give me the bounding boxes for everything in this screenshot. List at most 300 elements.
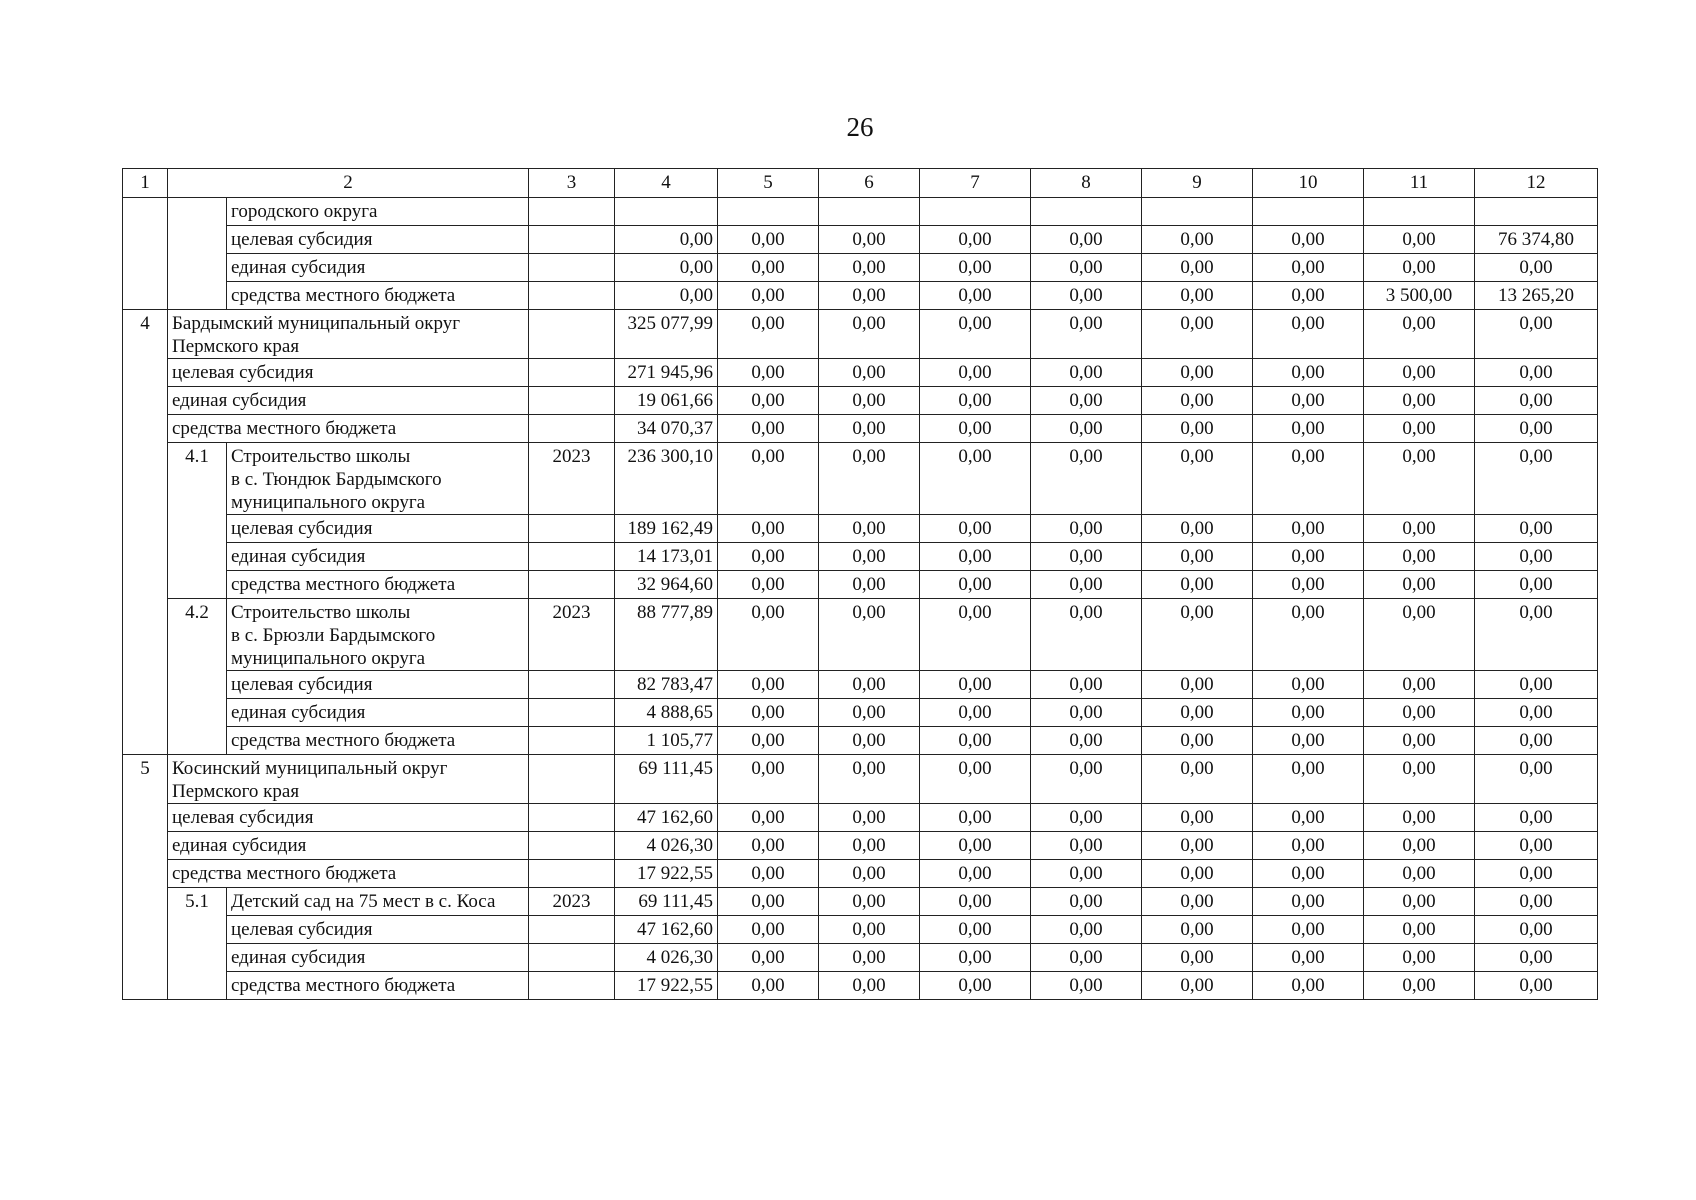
value-cell [1253,198,1364,226]
table-row [123,310,1598,359]
value-cell: 0,00 [819,515,920,543]
row-number [123,226,168,254]
value-cell [1142,198,1253,226]
column-header-7: 7 [920,169,1031,198]
value-cell: 0,00 [819,254,920,282]
row-number [123,944,168,972]
value-cell: 0,00 [1031,571,1142,599]
value-cell: 0,00 [1253,916,1364,944]
row-number [123,599,168,671]
column-header-4: 4 [615,169,718,198]
value-cell: 0,00 [1142,860,1253,888]
column-header-11: 11 [1364,169,1475,198]
row-label: целевая субсидия [227,916,529,944]
year-cell [529,198,615,226]
value-cell: 0,00 [1475,755,1598,804]
value-cell: 0,00 [1475,599,1598,671]
year-cell [529,944,615,972]
value-cell: 0,00 [1475,415,1598,443]
value-cell: 0,00 [1142,671,1253,699]
year-cell [529,972,615,1000]
value-cell: 0,00 [1031,443,1142,515]
value-cell: 0,00 [1253,599,1364,671]
year-cell [529,515,615,543]
column-header-6: 6 [819,169,920,198]
year-cell [529,226,615,254]
value-cell: 0,00 [819,727,920,755]
year-cell: 2023 [529,599,615,671]
value-cell: 3 500,00 [1364,282,1475,310]
value-cell [1031,198,1142,226]
value-cell: 0,00 [1364,755,1475,804]
year-cell [529,727,615,755]
value-cell: 0,00 [920,310,1031,359]
value-cell: 0,00 [920,282,1031,310]
value-cell: 76 374,80 [1475,226,1598,254]
table-row [123,860,1598,888]
value-cell: 0,00 [718,515,819,543]
value-cell: 0,00 [819,359,920,387]
value-cell: 0,00 [1364,599,1475,671]
value-cell: 0,00 [718,543,819,571]
year-cell [529,254,615,282]
year-cell [529,387,615,415]
value-cell: 0,00 [718,860,819,888]
value-cell: 0,00 [1364,860,1475,888]
table-row [123,972,1598,1000]
row-label: Строительство школы в с. Тюндюк Бардымского муниципального округа [227,443,529,515]
value-cell: 0,00 [718,443,819,515]
value-cell: 0,00 [920,359,1031,387]
value-cell: 0,00 [819,804,920,832]
sub-number [168,543,227,571]
value-cell: 0,00 [1142,226,1253,254]
column-header-2: 2 [168,169,529,198]
table-row [123,387,1598,415]
value-cell: 0,00 [1253,755,1364,804]
value-cell: 0,00 [920,254,1031,282]
year-cell [529,415,615,443]
value-cell [1475,198,1598,226]
value-cell: 0,00 [819,916,920,944]
value-cell: 0,00 [1253,359,1364,387]
sub-number [168,699,227,727]
value-cell: 0,00 [920,916,1031,944]
value-cell: 0,00 [1475,543,1598,571]
value-cell: 0,00 [1475,359,1598,387]
value-cell: 189 162,49 [615,515,718,543]
value-cell: 0,00 [718,972,819,1000]
value-cell: 0,00 [1253,543,1364,571]
value-cell: 0,00 [920,860,1031,888]
row-label: Детский сад на 75 мест в с. Коса [227,888,529,916]
value-cell: 0,00 [1364,543,1475,571]
value-cell: 325 077,99 [615,310,718,359]
row-number [123,727,168,755]
table-row [123,727,1598,755]
sub-number: 4.1 [168,443,227,515]
year-cell [529,543,615,571]
table-row [123,254,1598,282]
value-cell: 0,00 [1031,226,1142,254]
row-label: средства местного бюджета [227,282,529,310]
value-cell: 13 265,20 [1475,282,1598,310]
sub-number: 5.1 [168,888,227,916]
value-cell: 0,00 [1031,359,1142,387]
value-cell [819,198,920,226]
value-cell: 0,00 [1031,387,1142,415]
value-cell: 0,00 [1364,804,1475,832]
sub-number [168,671,227,699]
value-cell: 0,00 [819,671,920,699]
value-cell: 0,00 [1253,860,1364,888]
row-number [123,571,168,599]
value-cell: 0,00 [1364,443,1475,515]
value-cell: 47 162,60 [615,804,718,832]
column-header-3: 3 [529,169,615,198]
value-cell: 0,00 [819,860,920,888]
value-cell: 0,00 [819,888,920,916]
value-cell: 0,00 [1031,699,1142,727]
value-cell: 0,00 [1031,916,1142,944]
row-label: единая субсидия [227,543,529,571]
row-number: 4 [123,310,168,359]
value-cell: 0,00 [1475,944,1598,972]
value-cell: 236 300,10 [615,443,718,515]
value-cell: 0,00 [1031,860,1142,888]
value-cell: 0,00 [1142,832,1253,860]
value-cell: 0,00 [819,310,920,359]
value-cell: 0,00 [1142,387,1253,415]
row-number [123,916,168,944]
value-cell: 0,00 [1364,226,1475,254]
value-cell: 0,00 [1031,254,1142,282]
value-cell: 0,00 [920,804,1031,832]
table-row [123,198,1598,226]
column-header-1: 1 [123,169,168,198]
row-label: единая субсидия [227,699,529,727]
value-cell: 4 026,30 [615,944,718,972]
sub-number [168,515,227,543]
table-row [123,282,1598,310]
value-cell: 0,00 [1253,888,1364,916]
value-cell: 0,00 [819,699,920,727]
value-cell: 0,00 [1142,543,1253,571]
value-cell: 32 964,60 [615,571,718,599]
value-cell: 0,00 [920,571,1031,599]
year-cell [529,671,615,699]
value-cell: 0,00 [920,387,1031,415]
value-cell: 0,00 [819,543,920,571]
row-label: средства местного бюджета [227,571,529,599]
value-cell: 0,00 [819,387,920,415]
row-number: 5 [123,755,168,804]
value-cell: 0,00 [1142,727,1253,755]
value-cell: 0,00 [819,599,920,671]
value-cell: 0,00 [1142,443,1253,515]
row-number [123,387,168,415]
row-label: целевая субсидия [168,359,529,387]
row-label: единая субсидия [227,254,529,282]
value-cell: 0,00 [1142,804,1253,832]
value-cell: 0,00 [1142,515,1253,543]
row-number [123,671,168,699]
value-cell: 0,00 [1031,727,1142,755]
value-cell: 34 070,37 [615,415,718,443]
table-row [123,415,1598,443]
value-cell: 0,00 [920,415,1031,443]
column-header-12: 12 [1475,169,1598,198]
value-cell: 0,00 [1253,832,1364,860]
value-cell: 0,00 [1475,699,1598,727]
value-cell: 0,00 [1142,888,1253,916]
row-label: Строительство школы в с. Брюзли Бардымского муниципального округа [227,599,529,671]
value-cell: 0,00 [1142,359,1253,387]
row-number [123,888,168,916]
value-cell: 0,00 [1253,699,1364,727]
year-cell: 2023 [529,443,615,515]
value-cell: 0,00 [1253,571,1364,599]
value-cell: 17 922,55 [615,972,718,1000]
value-cell: 69 111,45 [615,755,718,804]
value-cell: 0,00 [1142,944,1253,972]
value-cell: 0,00 [1253,282,1364,310]
year-cell [529,282,615,310]
value-cell: 0,00 [1253,804,1364,832]
value-cell: 0,00 [1475,888,1598,916]
row-label: целевая субсидия [168,804,529,832]
column-header-5: 5 [718,169,819,198]
table-row [123,888,1598,916]
year-cell [529,832,615,860]
value-cell: 0,00 [1364,571,1475,599]
value-cell: 0,00 [920,727,1031,755]
sub-number [168,972,227,1000]
column-header-9: 9 [1142,169,1253,198]
value-cell: 0,00 [1364,515,1475,543]
value-cell: 0,00 [819,282,920,310]
value-cell: 0,00 [920,699,1031,727]
value-cell: 4 026,30 [615,832,718,860]
row-number [123,515,168,543]
row-number [123,198,168,226]
value-cell: 0,00 [920,515,1031,543]
value-cell: 0,00 [920,543,1031,571]
row-label: Косинский муниципальный округ Пермского края [168,755,529,804]
value-cell: 1 105,77 [615,727,718,755]
value-cell: 0,00 [1031,599,1142,671]
value-cell: 0,00 [920,972,1031,1000]
value-cell: 0,00 [1031,972,1142,1000]
value-cell: 0,00 [1142,254,1253,282]
value-cell: 0,00 [1031,832,1142,860]
value-cell: 0,00 [1364,727,1475,755]
value-cell [920,198,1031,226]
value-cell: 0,00 [1142,755,1253,804]
table-row [123,916,1598,944]
value-cell: 0,00 [1364,832,1475,860]
page-number: 26 [846,112,874,142]
year-cell [529,916,615,944]
value-cell: 0,00 [1031,415,1142,443]
value-cell: 19 061,66 [615,387,718,415]
value-cell: 0,00 [1142,972,1253,1000]
value-cell: 0,00 [1031,944,1142,972]
row-label: городского округа [227,198,529,226]
value-cell: 0,00 [718,944,819,972]
sub-number [168,254,227,282]
value-cell: 0,00 [1142,282,1253,310]
value-cell: 0,00 [1142,916,1253,944]
value-cell: 0,00 [1031,755,1142,804]
value-cell: 4 888,65 [615,699,718,727]
value-cell: 0,00 [615,254,718,282]
value-cell: 0,00 [1031,543,1142,571]
value-cell: 0,00 [1475,671,1598,699]
value-cell: 0,00 [1253,443,1364,515]
row-number [123,443,168,515]
value-cell: 0,00 [615,282,718,310]
year-cell [529,359,615,387]
sub-number [168,226,227,254]
value-cell: 0,00 [920,832,1031,860]
value-cell: 0,00 [1142,415,1253,443]
value-cell: 0,00 [718,804,819,832]
value-cell: 0,00 [920,443,1031,515]
value-cell: 0,00 [1253,387,1364,415]
value-cell: 0,00 [1253,972,1364,1000]
sub-number [168,727,227,755]
value-cell: 0,00 [718,359,819,387]
table-row [123,443,1598,515]
row-number [123,832,168,860]
table-row [123,515,1598,543]
row-label: единая субсидия [168,387,529,415]
row-number [123,804,168,832]
value-cell: 0,00 [1475,832,1598,860]
value-cell: 0,00 [718,671,819,699]
sub-number [168,944,227,972]
value-cell: 0,00 [1031,671,1142,699]
table-header-row [123,169,1598,198]
value-cell: 0,00 [1364,387,1475,415]
value-cell: 0,00 [1475,515,1598,543]
value-cell: 0,00 [718,226,819,254]
row-number [123,543,168,571]
table-row [123,804,1598,832]
value-cell [615,198,718,226]
value-cell: 0,00 [718,310,819,359]
value-cell: 0,00 [1475,443,1598,515]
value-cell: 0,00 [1364,944,1475,972]
value-cell: 0,00 [1475,727,1598,755]
value-cell: 0,00 [920,888,1031,916]
value-cell [718,198,819,226]
value-cell: 0,00 [1253,515,1364,543]
value-cell: 0,00 [1364,888,1475,916]
value-cell: 0,00 [718,832,819,860]
row-label: единая субсидия [168,832,529,860]
value-cell: 0,00 [1475,972,1598,1000]
value-cell: 271 945,96 [615,359,718,387]
value-cell: 0,00 [1031,282,1142,310]
value-cell: 0,00 [819,832,920,860]
value-cell: 0,00 [1031,804,1142,832]
value-cell: 0,00 [1475,916,1598,944]
value-cell: 47 162,60 [615,916,718,944]
value-cell: 0,00 [1253,254,1364,282]
value-cell: 0,00 [819,415,920,443]
value-cell: 0,00 [1475,254,1598,282]
year-cell [529,860,615,888]
value-cell: 0,00 [718,254,819,282]
table-row [123,944,1598,972]
row-number [123,699,168,727]
value-cell: 0,00 [718,916,819,944]
budget-table [122,168,1598,1000]
value-cell: 0,00 [819,226,920,254]
value-cell [1364,198,1475,226]
value-cell: 0,00 [718,727,819,755]
row-label: целевая субсидия [227,226,529,254]
value-cell: 0,00 [1253,310,1364,359]
year-cell [529,699,615,727]
value-cell: 0,00 [1253,226,1364,254]
column-header-10: 10 [1253,169,1364,198]
value-cell: 0,00 [718,282,819,310]
value-cell: 0,00 [1475,860,1598,888]
table-row [123,543,1598,571]
table-row [123,359,1598,387]
row-label: Бардымский муниципальный округ Пермского края [168,310,529,359]
row-label: средства местного бюджета [227,972,529,1000]
table-row [123,755,1598,804]
value-cell: 0,00 [1475,571,1598,599]
table-row [123,699,1598,727]
row-label: средства местного бюджета [168,415,529,443]
sub-number [168,571,227,599]
value-cell: 0,00 [819,972,920,1000]
table-row [123,226,1598,254]
table-row [123,599,1598,671]
value-cell: 0,00 [718,699,819,727]
value-cell: 0,00 [718,387,819,415]
row-number [123,415,168,443]
value-cell: 0,00 [718,888,819,916]
row-number [123,860,168,888]
row-label: средства местного бюджета [227,727,529,755]
value-cell: 0,00 [1364,254,1475,282]
table-row [123,671,1598,699]
year-cell [529,804,615,832]
year-cell: 2023 [529,888,615,916]
value-cell: 0,00 [1364,972,1475,1000]
table-row [123,571,1598,599]
value-cell: 0,00 [1142,571,1253,599]
year-cell [529,755,615,804]
value-cell: 0,00 [1142,599,1253,671]
value-cell: 0,00 [920,671,1031,699]
value-cell: 0,00 [1364,699,1475,727]
value-cell: 0,00 [1364,415,1475,443]
value-cell: 82 783,47 [615,671,718,699]
value-cell: 0,00 [1031,515,1142,543]
year-cell [529,571,615,599]
sub-number [168,198,227,226]
value-cell: 0,00 [1364,671,1475,699]
year-cell [529,310,615,359]
value-cell: 17 922,55 [615,860,718,888]
